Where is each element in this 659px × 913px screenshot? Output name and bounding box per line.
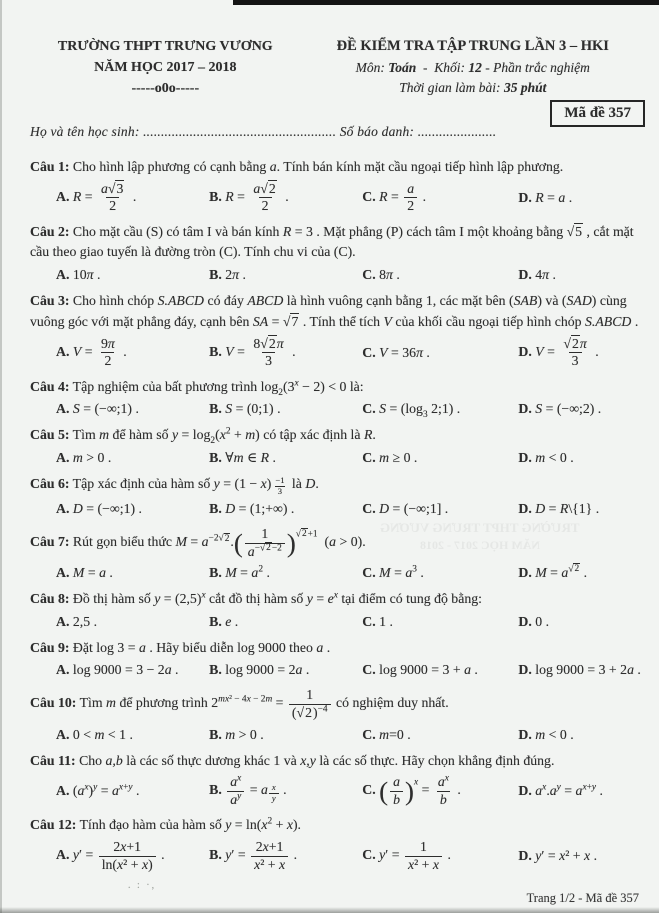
question <box>30 474 645 519</box>
answer-option: D. m < 0 . <box>518 726 574 742</box>
question <box>30 377 645 420</box>
scan-edge-left <box>0 0 2 913</box>
question-stem: Câu 4: Tập nghiệm của bất phương trình $\log_2(3^x - 2) < 0$ là: <box>30 378 364 398</box>
answer-option: D. 4π . <box>518 267 556 283</box>
question <box>30 751 645 810</box>
answer-option: D. log 9000 = 3 + 2a . <box>518 662 641 678</box>
question <box>30 525 645 583</box>
answer-option: B. 2π . <box>209 267 246 283</box>
question <box>30 157 645 216</box>
answer-option: A. $(a^x)^y = a^{x+y}$ . <box>56 782 140 799</box>
answer-option: D. $M = a^{√2}$ . <box>518 564 588 581</box>
question-stem: Câu 9: Đặt log 3 = a . Hãy biểu diễn log 9000 theo a . <box>30 639 331 655</box>
exam-duration: Thời gian làm bài: 35 phút <box>399 80 547 95</box>
student-info-line: Họ và tên học sinh: ...................................................... Số báo danh: ...................... <box>30 124 497 139</box>
school-block <box>30 36 301 99</box>
answer-option: A. m > 0 . <box>56 450 112 465</box>
answer-option: A. R = $\frac{a√3}{2}$ . <box>56 180 137 214</box>
answer-option: C. ( $\frac{a}{b}$ )$^x$ = $\frac{a^x}{b}$ . <box>362 773 461 807</box>
answer-options-row <box>30 563 645 583</box>
answer-option: D. D = R\{1} . <box>518 500 600 516</box>
page-content <box>30 36 645 880</box>
answer-option: B. S = (0;1) . <box>209 401 281 417</box>
question-list <box>30 157 645 874</box>
answer-option: C. y′ = $\frac{1}{\text{x² + x}}$ . <box>362 839 451 872</box>
exam-code-box: Mã đề 357 <box>550 100 645 127</box>
answer-option: C. m=0 . <box>362 726 411 742</box>
question <box>30 686 645 744</box>
question-stem: Câu 3: Cho hình chóp S.ABCD có đáy ABCD là hình vuông cạnh bằng 1, các mặt bên (SAB) và (SAD) cùng vuông góc với mặt phẳng đáy, cạnh bên SA = √7 . Tính thể tích V của khối cầu ngoại tiếp hình chóp S.ABCD . <box>30 293 639 329</box>
answer-option: A. S = (−∞;1) . <box>56 401 139 417</box>
answer-options-row <box>30 265 645 285</box>
question <box>30 291 645 370</box>
answer-options-row <box>30 180 645 216</box>
answer-option: C. $M = a^3$ . <box>362 564 424 581</box>
answer-option: D. 0 . <box>518 613 550 629</box>
page-footer: Trang 1/2 - Mã đề 357 <box>526 891 639 905</box>
answer-option: B. m > 0 . <box>209 726 264 742</box>
school-year: NĂM HỌC 2017 – 2018 <box>94 60 237 75</box>
answer-option: D. R = a . <box>518 189 573 205</box>
answer-option: B. D = (1;+∞) . <box>209 500 295 516</box>
exam-title: ĐỀ KIỂM TRA TẬP TRUNG LẦN 3 – HKI <box>336 38 609 54</box>
answer-option: C. $S = (\log_3$ 2;1) . <box>362 401 461 421</box>
answer-option: C. V = 36π . <box>362 344 430 360</box>
answer-options-row <box>30 335 645 371</box>
question <box>30 638 645 681</box>
answer-option: A. log 9000 = 3 − 2a . <box>56 662 179 678</box>
header-divider: -----o0o----- <box>131 81 200 96</box>
question <box>30 589 645 632</box>
question-stem: Câu 5: Tìm m để hàm số $y = \log_2(x^2 + m)$ có tập xác định là R. <box>30 426 376 447</box>
question-stem: Câu 2: Cho mặt cầu (S) có tâm I và bán kính R = 3 . Mặt phẳng (P) cách tâm I một khoảng bằng √5 , cắt mặt cầu theo giao tuyến là đường tròn (C). Tính chu vi của (C). <box>30 223 634 260</box>
answer-option: A. M = a . <box>56 565 113 581</box>
answer-options-row <box>30 499 645 519</box>
answer-option: C. 8π . <box>362 267 400 283</box>
bleed-through-text: TRƯỜNG THPT TRƯNG VƯƠNG <box>380 520 580 535</box>
answer-options-row <box>30 399 645 419</box>
answer-option: B. e . <box>209 613 239 629</box>
answer-option: C. 1 . <box>362 613 393 629</box>
answer-option: D. V = $\frac{√2\pi}{3}$ . <box>518 335 599 369</box>
answer-option: B. ∀m ∈ R . <box>209 450 276 465</box>
answer-option: A. 0 < m < 1 . <box>56 726 133 742</box>
question <box>30 222 645 285</box>
answer-option: B. y′ = $\frac{2x+1}{\text{x² + x}}$ . <box>209 839 298 872</box>
answer-option: A. D = (−∞;1) . <box>56 500 142 516</box>
question-stem: Câu 11: Cho a,b là các số thực dương khác 1 và x,y là các số thực. Hãy chọn khẳng định đúng. <box>30 752 555 768</box>
exam-info-block <box>301 36 645 98</box>
school-name: TRƯỜNG THPT TRƯNG VƯƠNG <box>57 39 273 54</box>
answer-options-row <box>30 448 645 468</box>
scan-edge-bottom <box>0 907 659 913</box>
answer-option: D. m < 0 . <box>518 450 574 465</box>
exam-subject: Môn: Toán - Khối: 12 - Phần trắc nghiệm <box>355 59 590 75</box>
answer-option: A. V = $\frac{9\pi}{2}$ . <box>56 335 127 369</box>
answer-option: D. y′ = x² + x . <box>518 848 598 864</box>
answer-option: D. $a^x.a^y = a^{x+y}$ . <box>518 782 603 799</box>
answer-option: C. log 9000 = 3 + a . <box>362 662 478 678</box>
answer-option: B. V = $\frac{8√2\pi}{3}$ . <box>209 335 296 369</box>
exam-header <box>30 36 645 99</box>
question <box>30 425 645 468</box>
question-stem: Câu 10: Tìm m để phương trình $2^{mx^2 - 4x - 2m}$ = $\frac{1}{(√2)^{-4}}$ có nghiệm duy nhất. <box>30 687 449 720</box>
pencil-marks: . : ·, <box>128 880 157 891</box>
answer-option: A. y′ = $\frac{2x+1}{\text{ln(x² + x)}}$ . <box>56 839 165 872</box>
answer-option: A. 2,5 . <box>56 613 98 629</box>
question-stem: Câu 8: Đồ thị hàm số $y = (2,5)^x$ cắt đồ thị hàm số $y = e^x$ tại điểm có tung độ bằng: <box>30 590 482 607</box>
question-stem: Câu 1: Cho hình lập phương có cạnh bằng a. Tính bán kính mặt cầu ngoại tiếp hình lập phương. <box>30 159 564 174</box>
answer-option: A. 10π . <box>56 267 101 283</box>
answer-option: C. R = $\frac{a}{2}$ . <box>362 180 427 214</box>
answer-options-row <box>30 612 645 632</box>
answer-options-row <box>30 773 645 809</box>
question-stem: Câu 7: Rút gọn biểu thức $M = a^{-2√2}$.( $\frac{1}{a^{-√2-2}}$ )$^{√2+1}$ (a > 0). <box>30 525 366 559</box>
answer-option: B. R = $\frac{a√2}{2}$ . <box>209 180 289 214</box>
question <box>30 815 645 874</box>
answer-option: B. log 9000 = 2a . <box>209 662 310 678</box>
answer-options-row <box>30 725 645 745</box>
answer-option: C. D = (−∞;1] . <box>362 500 449 516</box>
answer-options-row <box>30 838 645 874</box>
question-stem: Câu 6: Tập xác định của hàm số y = (1 − x) $\frac{-1}{3}$ là D. <box>30 475 319 497</box>
question-stem: Câu 12: Tính đạo hàm của hàm số $y = \ln(x^2 + x)$. <box>30 816 301 833</box>
answer-option: C. m ≥ 0 . <box>362 450 418 465</box>
answer-option: B. $M = a^2$ . <box>209 564 270 581</box>
bleed-through-text: NĂM HỌC 2017 - 2018 <box>420 538 540 552</box>
answer-options-row <box>30 660 645 680</box>
scan-edge-top <box>233 0 659 5</box>
answer-option: B. $\frac{a^x}{a^y}$ = a $\frac{x}{y}$ . <box>209 773 287 807</box>
answer-option: D. S = (−∞;2) . <box>518 401 602 417</box>
